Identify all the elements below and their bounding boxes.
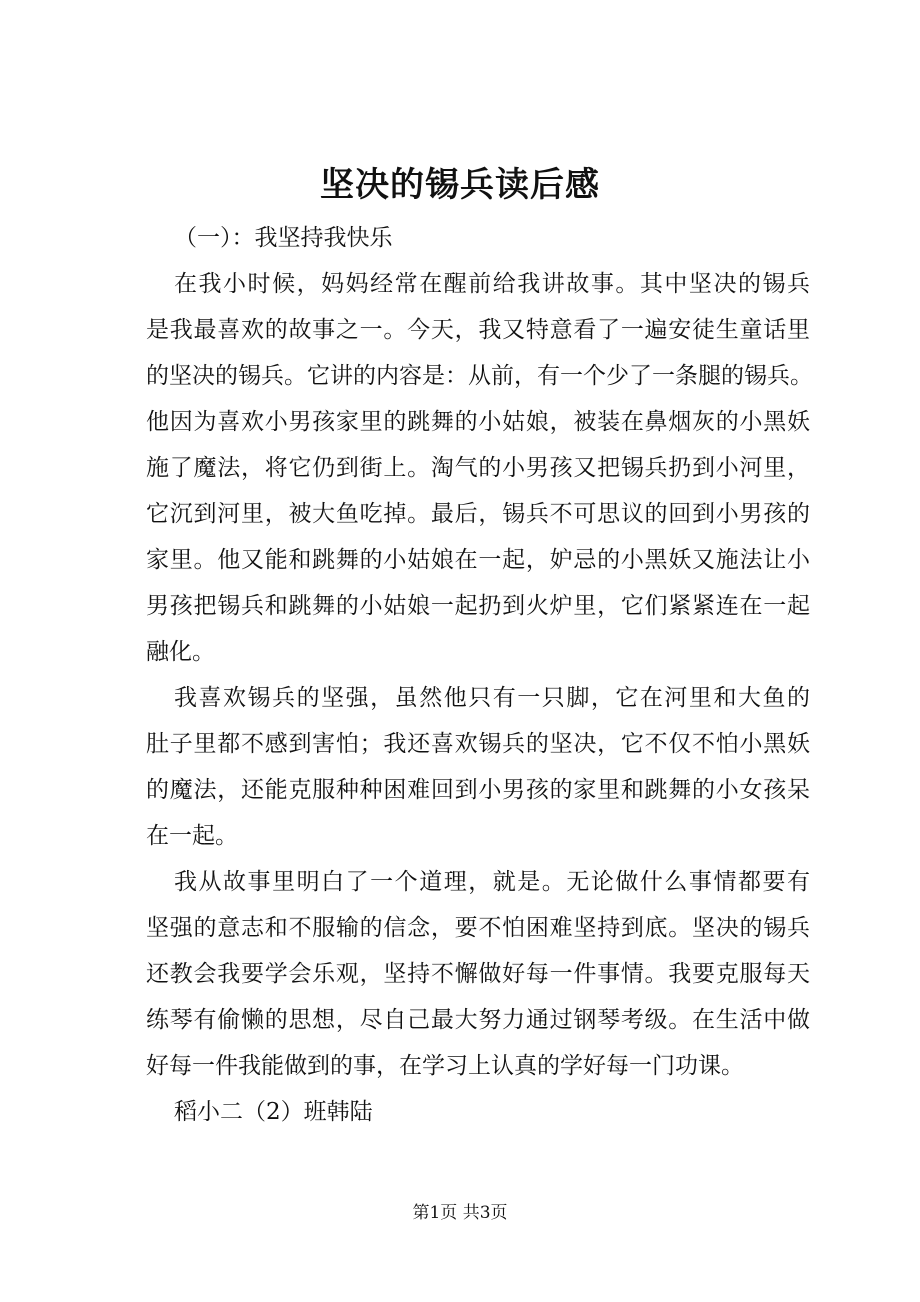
signature: 稻小二（2）班韩陆 (174, 1099, 373, 1125)
document-body (146, 215, 813, 1135)
paragraph-line: 坚强的意志和不服输的信念，要不怕困难坚持到底。坚决的锡兵 (146, 915, 810, 941)
page-footer: 第1页 共3页 (412, 1203, 508, 1223)
paragraph-line: 男孩把锡兵和跳舞的小姑娘一起扔到火炉里，它们紧紧连在一起 (146, 593, 810, 619)
paragraph-line: 在一起。 (146, 823, 238, 849)
paragraph-line: 它沉到河里，被大鱼吃掉。最后，锡兵不可思议的回到小男孩的 (146, 501, 810, 527)
paragraph-line: 我喜欢锡兵的坚强，虽然他只有一只脚，它在河里和大鱼的 (174, 685, 810, 711)
paragraph-line: 我从故事里明白了一个道理，就是。无论做什么事情都要有 (174, 869, 810, 895)
paragraph-line: 家里。他又能和跳舞的小姑娘在一起，妒忌的小黑妖又施法让小 (146, 547, 810, 573)
paragraph-line: 在我小时候，妈妈经常在醒前给我讲故事。其中坚决的锡兵 (174, 271, 810, 297)
paragraph-line: 还教会我要学会乐观，坚持不懈做好每一件事情。我要克服每天 (146, 961, 810, 987)
subheading: （一）：我坚持我快乐 (174, 225, 393, 251)
paragraph-line: 融化。 (146, 639, 215, 665)
document-title: 坚决的锡兵读后感 (320, 165, 600, 205)
paragraph-line: 练琴有偷懒的思想，尽自己最大努力通过钢琴考级。在生活中做 (146, 1007, 810, 1033)
paragraph (146, 261, 813, 675)
paragraph-line: 的坚决的锡兵。它讲的内容是：从前，有一个少了一条腿的锡兵。 (146, 363, 813, 389)
paragraph-line: 肚子里都不感到害怕；我还喜欢锡兵的坚决，它不仅不怕小黑妖 (146, 731, 810, 757)
paragraph-line: 他因为喜欢小男孩家里的跳舞的小姑娘，被装在鼻烟灰的小黑妖 (146, 409, 810, 435)
paragraph (146, 675, 810, 859)
paragraph-line: 好每一件我能做到的事，在学习上认真的学好每一门功课。 (146, 1053, 744, 1079)
paragraph (146, 859, 810, 1089)
paragraph-line: 是我最喜欢的故事之一。今天，我又特意看了一遍安徒生童话里 (146, 317, 810, 343)
paragraph-line: 的魔法，还能克服种种困难回到小男孩的家里和跳舞的小女孩呆 (146, 777, 810, 803)
paragraph-line: 施了魔法，将它仍到街上。淘气的小男孩又把锡兵扔到小河里， (146, 455, 810, 481)
paragraphs (146, 261, 813, 1089)
